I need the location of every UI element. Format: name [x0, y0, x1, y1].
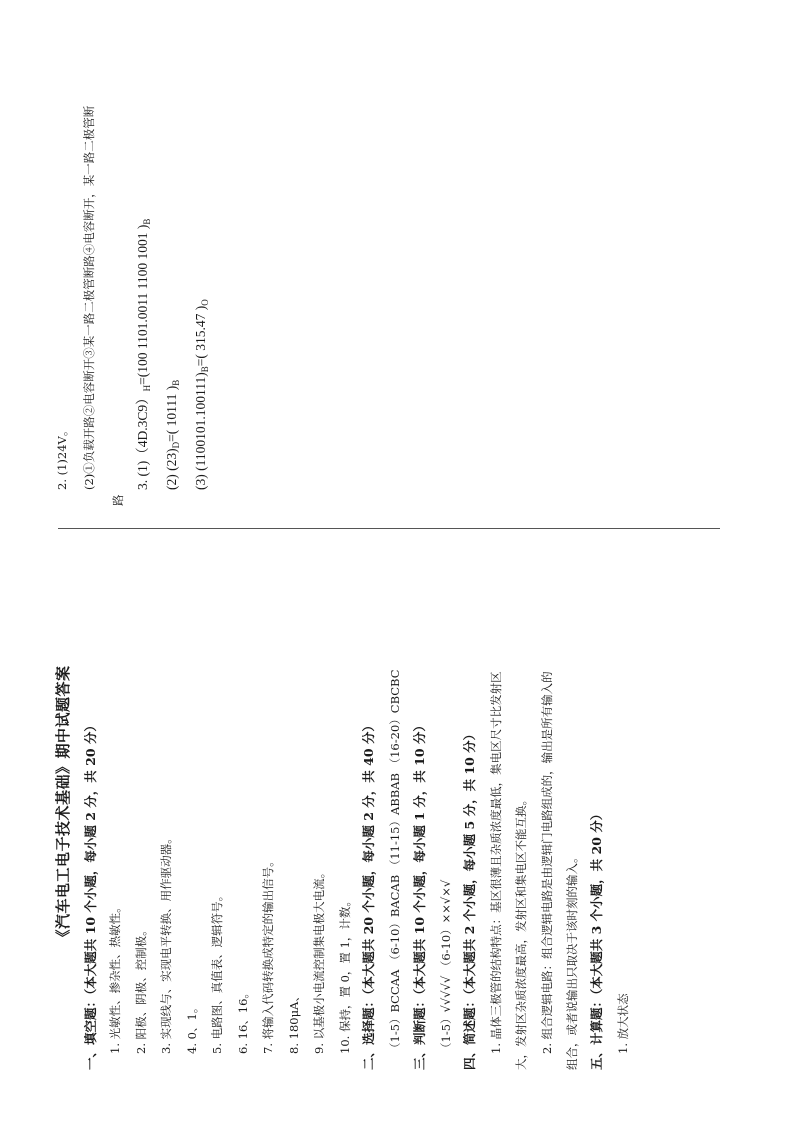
section-2-heading: 选择题： — [361, 994, 376, 1045]
calc-answer-1: 1. 放大状态 — [616, 993, 630, 1054]
fill-answer-4: 4. 0、1。 — [185, 1001, 199, 1054]
section-1-heading: 填空题： — [83, 994, 98, 1045]
section-1-header — [84, 719, 98, 1070]
short-answer-2-line-1: 2. 组合逻辑电路：组合逻辑电路是由逻辑门电路组成的，输出是所有输入的 — [540, 671, 554, 1054]
decimal-value: (2) (23) — [164, 448, 179, 490]
section-4-number: 四、 — [462, 1044, 477, 1070]
octal-subscript: O — [200, 299, 210, 306]
section-3-header — [413, 719, 427, 1070]
octal-result: =( 315.47 ) — [193, 305, 208, 367]
calc-answer-2-part-1: 2. (1)24V。 — [55, 424, 69, 490]
binary-value: (3) (1100101.100111) — [193, 372, 208, 490]
hex-value: 3. (1)（4D.3C9） — [135, 391, 150, 490]
section-4-header — [463, 728, 477, 1070]
section-2-desc: （本大题共 20 个小题，每小题 2 分，共 40 分） — [361, 719, 376, 995]
fill-answer-2: 2. 阳极、阴极、控制极。 — [134, 924, 148, 1054]
judge-answers: （1-5）√√√√√ （6-10）××√×√ — [439, 879, 453, 1054]
section-5-number: 五、 — [589, 1044, 604, 1070]
section-3-heading: 判断题： — [412, 994, 427, 1045]
section-3-desc: （本大题共 10 个小题，每小题 1 分，共 10 分） — [412, 719, 427, 995]
fill-answer-10: 10. 保持，置 0，置 1，计数。 — [338, 895, 352, 1054]
section-5-desc: （本大题共 3 个小题，共 20 分） — [589, 807, 604, 995]
section-5-heading: 计算题： — [589, 994, 604, 1045]
binary-result-2: =( 10111 ) — [164, 385, 179, 442]
section-2-number: 二、 — [361, 1044, 376, 1070]
short-answer-1-line-2: 大，发射区杂质浓度最高，发射区和集电区不能互换。 — [514, 794, 528, 1070]
section-1-number: 一、 — [83, 1044, 98, 1070]
hex-subscript: H — [142, 384, 152, 392]
section-4-heading: 简述题： — [462, 994, 477, 1045]
binary-result: =(100 1101.0011 1100 1001 ) — [135, 224, 150, 385]
calc-answer-2-part-2-line-1: (2)①负载开路②电容断开③某一路二极管断路④电容断开，某一路二极管断 — [82, 105, 96, 490]
fill-answer-8: 8. 180μA、 — [287, 990, 301, 1054]
page-title: 《汽车电工电子技术基础》期中试题答案 — [54, 665, 72, 945]
binary-subscript-2: B — [171, 379, 181, 386]
fill-answer-9: 9. 以基极小电流控制集电极大电流。 — [312, 866, 326, 1054]
calc-answer-2-part-2-line-2: 路 — [111, 494, 125, 506]
column-divider — [58, 528, 720, 529]
short-answer-2-line-2: 组合，或者说输出只取决于该时刻的输入。 — [565, 851, 579, 1070]
calc-answer-3-part-2 — [165, 380, 183, 490]
fill-answer-1: 1. 光敏性、掺杂性、热敏性。 — [108, 901, 122, 1054]
fill-answer-3: 3. 实现线与、实现电平转换、用作驱动器。 — [159, 832, 173, 1054]
section-5-header — [590, 808, 604, 1070]
binary-subscript: B — [142, 218, 152, 225]
section-1-desc: （本大题共 10 个小题，每小题 2 分，共 20 分） — [83, 719, 98, 995]
section-4-desc: （本大题共 2 个小题，每小题 5 分，共 10 分） — [462, 727, 477, 995]
section-2-header — [362, 719, 376, 1070]
section-3-number: 三、 — [412, 1044, 427, 1070]
choice-answers: （1-5）BCCAA （6-10）BACAB （11-15）ABBAB （16-20）CBCBC — [388, 669, 402, 1054]
fill-answer-6: 6. 16、16。 — [236, 987, 250, 1054]
binary-subscript-3: B — [200, 366, 210, 373]
short-answer-1-line-1: 1. 晶体三极管的结构特点：基区很薄且杂质浓度最低，集电区尺寸比发射区 — [489, 671, 503, 1054]
decimal-subscript: D — [171, 441, 181, 449]
fill-answer-5: 5. 电路图、真值表、逻辑符号。 — [210, 889, 224, 1054]
calc-answer-3-part-3 — [194, 299, 212, 490]
calc-answer-3-part-1 — [136, 219, 154, 490]
fill-answer-7: 7. 将输入代码转换成特定的输出信号。 — [261, 855, 275, 1054]
